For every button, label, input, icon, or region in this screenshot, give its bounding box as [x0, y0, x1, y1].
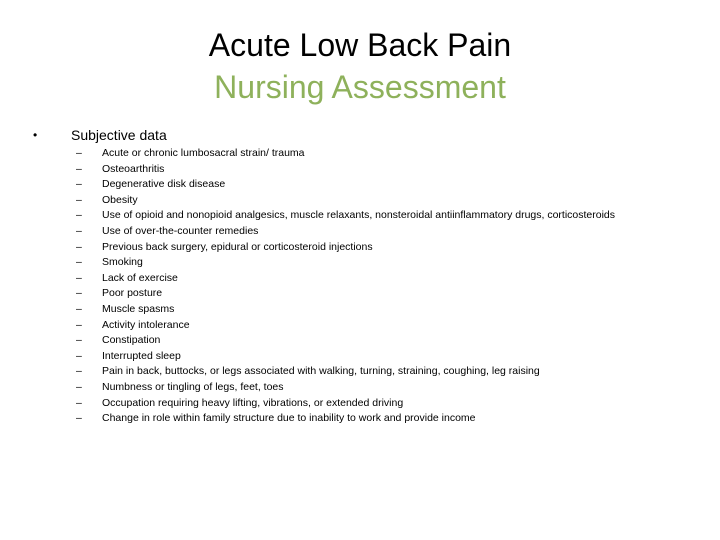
list-item — [76, 255, 636, 271]
dash-marker: – — [76, 349, 82, 362]
title-line-2: Nursing Assessment — [214, 69, 506, 105]
list-item — [76, 271, 636, 287]
list-item-text: Osteoarthritis — [102, 162, 165, 175]
list-item-text: Obesity — [102, 193, 138, 206]
title-line-1: Acute Low Back Pain — [208, 27, 512, 63]
list-item — [76, 240, 636, 256]
dash-marker: – — [76, 193, 82, 206]
list-item-text: Change in role within family structure due to inability to work and provide income — [102, 412, 476, 425]
list-item — [76, 208, 636, 224]
dash-marker: – — [76, 224, 82, 237]
list-item-text: Constipation — [102, 334, 161, 347]
subjective-data-list — [76, 146, 636, 427]
dash-marker: – — [76, 162, 82, 175]
list-item-text: Interrupted sleep — [102, 349, 181, 362]
list-item — [76, 333, 636, 349]
slide-title — [150, 24, 570, 108]
list-item — [76, 286, 636, 302]
list-item — [76, 224, 636, 240]
list-item — [76, 380, 636, 396]
dash-marker: – — [76, 209, 82, 222]
list-item — [76, 146, 636, 162]
dash-marker: – — [76, 287, 82, 300]
list-item-text: Muscle spasms — [102, 302, 175, 315]
list-item — [76, 318, 636, 334]
list-item-text: Use of over-the-counter remedies — [102, 224, 259, 237]
dash-marker: – — [76, 240, 82, 253]
dash-marker: – — [76, 365, 82, 378]
list-item-text: Occupation requiring heavy lifting, vibrations, or extended driving — [102, 396, 404, 409]
list-item-text: Use of opioid and nonopioid analgesics, muscle relaxants, nonsteroidal antiinflammatory drugs, corticosteroids — [102, 209, 616, 222]
dash-marker: – — [76, 302, 82, 315]
list-item-text: Activity intolerance — [102, 318, 190, 331]
list-item — [76, 162, 636, 178]
list-item-text: Pain in back, buttocks, or legs associated with walking, turning, straining, coughing, leg raising — [102, 365, 540, 378]
dash-marker: – — [76, 271, 82, 284]
dash-marker: – — [76, 396, 82, 409]
list-item-text: Lack of exercise — [102, 271, 178, 284]
dash-marker: – — [76, 318, 82, 331]
list-item-text: Smoking — [102, 256, 143, 269]
dash-marker: – — [76, 147, 82, 159]
bullet-label: Subjective data — [71, 127, 167, 143]
list-item-text: Previous back surgery, epidural or corticosteroid injections — [102, 240, 373, 253]
dash-marker: – — [76, 380, 82, 393]
list-item-text: Acute or chronic lumbosacral strain/ trauma — [102, 147, 305, 159]
dash-marker: – — [76, 256, 82, 269]
list-item — [76, 396, 636, 412]
list-item — [76, 364, 636, 380]
list-item — [76, 411, 636, 427]
list-item-text: Degenerative disk disease — [102, 178, 226, 191]
list-item — [76, 302, 636, 318]
list-item — [76, 193, 636, 209]
bullet-marker: • — [33, 128, 38, 142]
dash-marker: – — [76, 334, 82, 347]
list-item-text: Numbness or tingling of legs, feet, toes — [102, 380, 284, 393]
dash-marker: – — [76, 412, 82, 425]
list-item — [76, 349, 636, 365]
dash-marker: – — [76, 178, 82, 191]
list-item-text: Poor posture — [102, 287, 163, 300]
list-item — [76, 177, 636, 193]
